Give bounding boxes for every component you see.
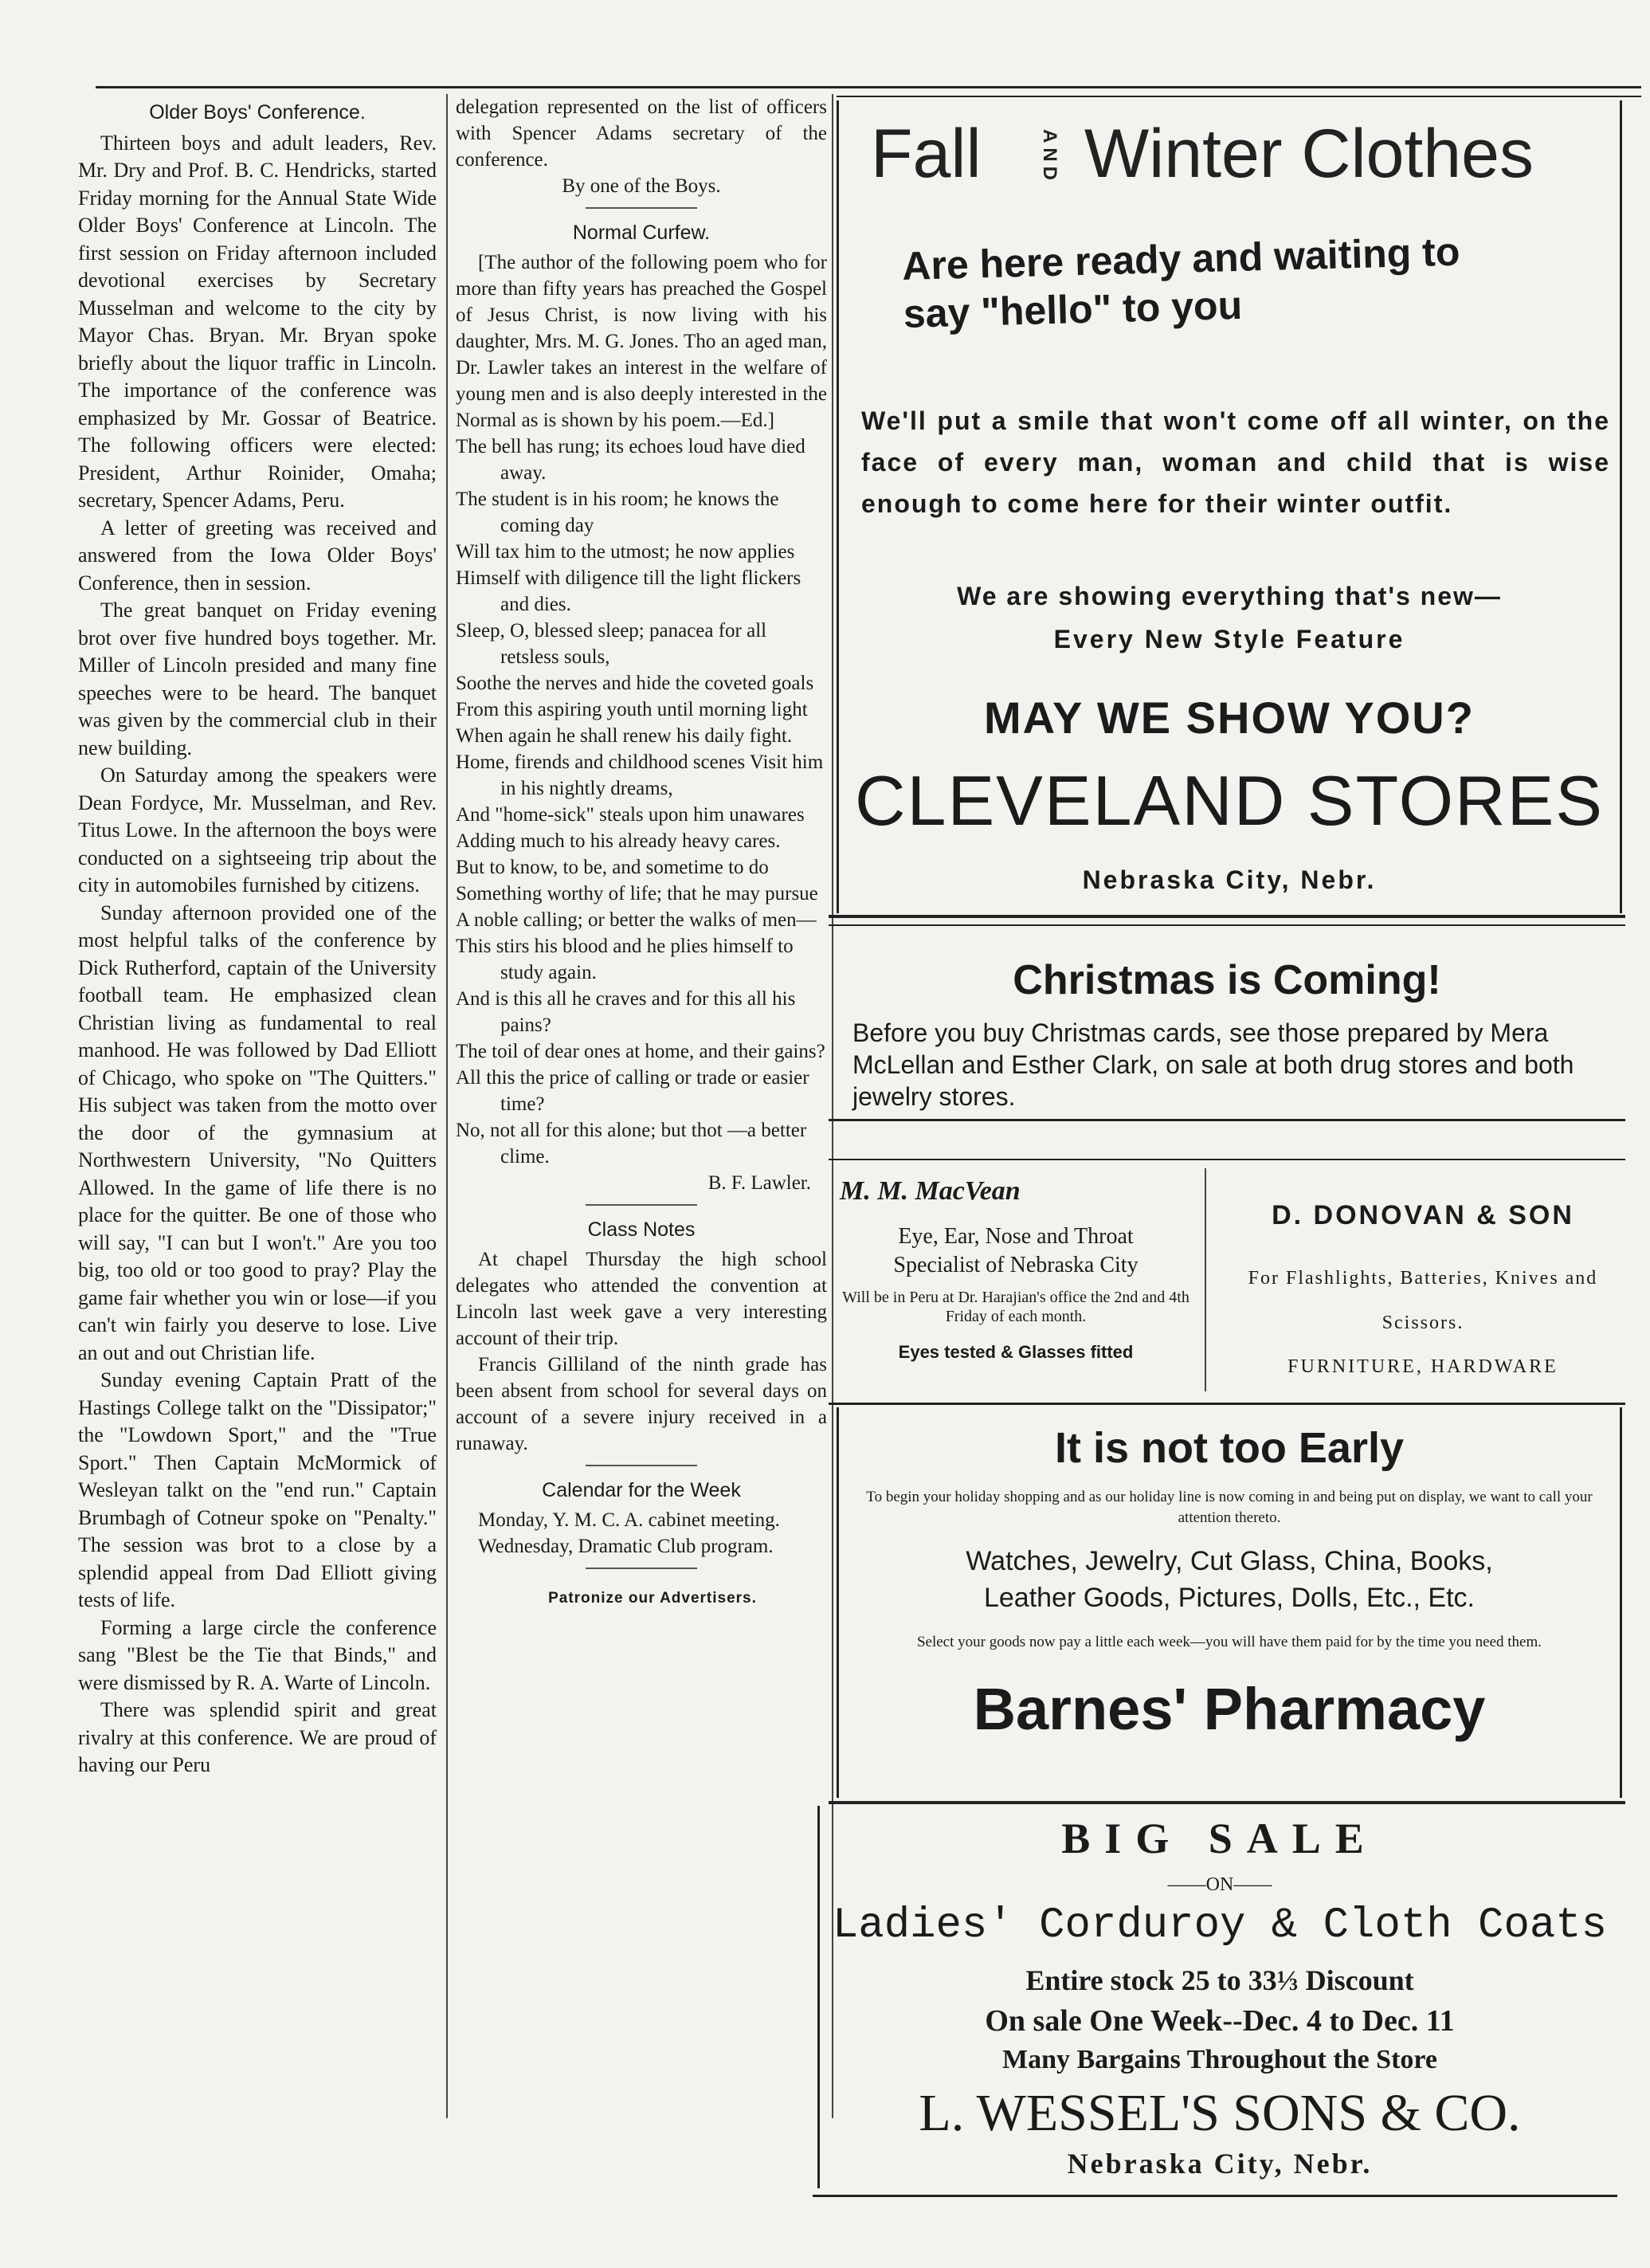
poem-line: All this the price of calling or trade or easier time? bbox=[456, 1067, 809, 1115]
ad-rule bbox=[829, 1801, 1625, 1804]
title-winter-clothes: Winter Clothes bbox=[1084, 116, 1534, 192]
poem-line: Himself with diligence till the light flickers and dies. bbox=[456, 567, 801, 615]
macvean-name: M. M. MacVean bbox=[840, 1176, 1021, 1206]
poem-line: No, not all for this alone; but thot —a better clime. bbox=[456, 1120, 807, 1167]
article-continuation: delegation represented on the list of officers with Spencer Adams secretary of the conference. bbox=[456, 96, 827, 171]
class-note: At chapel Thursday the high school delegates who attended the convention at Lincoln last week gave a very interesting account of their trip. bbox=[456, 1249, 827, 1349]
barnes-pharmacy-ad bbox=[837, 1407, 1622, 1798]
donovan-ad bbox=[1208, 1168, 1638, 1399]
barnes-pharmacy-name: Barnes' Pharmacy bbox=[973, 1676, 1486, 1742]
short-divider bbox=[586, 207, 697, 209]
ad-rule bbox=[829, 1119, 1625, 1121]
class-notes-heading: Class Notes bbox=[587, 1218, 696, 1241]
donovan-furniture: FURNITURE, HARDWARE bbox=[1287, 1356, 1558, 1377]
article-paragraph: Thirteen boys and adult leaders, Rev. Mr. Dry and Prof. B. C. Hendricks, started Friday morning for the Annual State Wide Older Boys' Conference at Lincoln. The first session on Friday afternoon included devotional exercises by Secretary Musselman and welcome to the city by Mayor Chas. Bryan. Mr. Bryan spoke briefly about the liquor traffic in Lincoln. The importance of the conference was emphasized by Mr. Gossar of Beatrice. The following officers were elected: President, Arthur Roinider, Omaha; secretary, Spencer Adams, Peru. bbox=[78, 131, 437, 512]
short-divider bbox=[586, 1204, 697, 1206]
ad-rule bbox=[813, 2195, 1617, 2197]
poem-line: Sleep, O, blessed sleep; panacea for all retsless souls, bbox=[456, 620, 767, 668]
poem-line: Something worthy of life; that he may pursue bbox=[456, 883, 818, 904]
column-1 bbox=[78, 94, 437, 1779]
smile-body: We'll put a smile that won't come off all winter, on the face of every man, woman and child that is wise enough to come here for their winter outfit. bbox=[861, 406, 1610, 518]
sale-dates: On sale One Week--Dec. 4 to Dec. 11 bbox=[985, 2004, 1455, 2038]
christmas-cards-ad bbox=[837, 948, 1617, 1124]
column-divider bbox=[446, 94, 448, 2118]
calendar-item: Monday, Y. M. C. A. cabinet meeting. bbox=[478, 1509, 780, 1531]
wessel-sale-ad bbox=[817, 1806, 1620, 2188]
ready-tagline: Are here ready and waiting to say "hello" to you bbox=[901, 229, 1461, 336]
top-rule bbox=[96, 86, 1641, 88]
article-paragraph: There was splendid spirit and great rivalry at this conference. We are proud of having our Peru bbox=[78, 1698, 437, 1776]
coats-line: Ladies' Corduroy & Cloth Coats bbox=[832, 1901, 1608, 1950]
poem-author: B. F. Lawler. bbox=[707, 1172, 811, 1194]
short-divider bbox=[586, 1568, 697, 1569]
macvean-ad bbox=[829, 1168, 1203, 1399]
christmas-title: Christmas is Coming! bbox=[1013, 957, 1441, 1003]
article-heading-older-boys: Older Boys' Conference. bbox=[149, 101, 366, 124]
christmas-body: Before you buy Christmas cards, see those prepared by Mera McLellan and Esther Clark, on sale at both drug stores and both jewelry stores. bbox=[852, 1018, 1574, 1111]
poem-heading: Normal Curfew. bbox=[572, 222, 711, 244]
article-byline: By one of the Boys. bbox=[562, 175, 721, 197]
cleveland-stores-ad bbox=[837, 100, 1622, 913]
wessel-store-name: L. WESSEL'S SONS & CO. bbox=[919, 2084, 1521, 2142]
top-rule-right bbox=[837, 96, 1641, 97]
poem-line: When again he shall renew his daily fight. bbox=[456, 725, 793, 747]
macvean-visit: Will be in Peru at Dr. Harajian's office the 2nd and 4th Friday of each month. bbox=[842, 1289, 1189, 1325]
poem-intro: [The author of the following poem who for more than fifty years has preached the Gospel of Jesus Christ, is now living with his daughter, Mrs. M. G. Jones. Tho an aged man, Dr. Lawler takes an interest in the welfare of young men and is also deeply interested in the Normal as is shown by his poem.—Ed.] bbox=[456, 252, 827, 431]
big-sale-title: BIG SALE bbox=[1061, 1815, 1378, 1862]
donovan-name: D. DONOVAN & SON bbox=[1272, 1200, 1574, 1230]
fall-winter-title bbox=[871, 115, 1612, 210]
title-and: AND bbox=[1039, 129, 1060, 185]
on-divider-text: ——ON—— bbox=[1167, 1874, 1272, 1895]
wessel-location: Nebraska City, Nebr. bbox=[1067, 2148, 1373, 2180]
cleveland-stores-name: CLEVELAND STORES bbox=[854, 761, 1604, 840]
class-note: Francis Gilliland of the ninth grade has been absent from school for several days on account of a severe injury received in a runaway. bbox=[456, 1354, 827, 1454]
poem-line: Home, firends and childhood scenes Visit him in his nightly dreams, bbox=[456, 751, 824, 799]
cleveland-location: Nebraska City, Nebr. bbox=[1082, 865, 1377, 894]
poem-line: And is this all he craves and for this all his pains? bbox=[456, 988, 796, 1036]
new-style-line: Every New Style Feature bbox=[1053, 625, 1405, 653]
calendar-heading: Calendar for the Week bbox=[542, 1479, 741, 1501]
barnes-select: Select your goods now pay a little each week—you will have them paid for by the time you need them. bbox=[916, 1634, 1542, 1650]
barnes-goods: Watches, Jewelry, Cut Glass, China, Books, Leather Goods, Pictures, Dolls, Etc., Etc. bbox=[966, 1546, 1493, 1613]
poem-line: Adding much to his already heavy cares. bbox=[456, 830, 781, 852]
macvean-eyes: Eyes tested & Glasses fitted bbox=[898, 1342, 1134, 1362]
barnes-intro: To begin your holiday shopping and as our holiday line is now coming in and being put on display, we want to call your attention thereto. bbox=[866, 1489, 1593, 1526]
macvean-city: Specialist of Nebraska City bbox=[893, 1253, 1139, 1277]
poem-line: But to know, to be, and sometime to do bbox=[456, 857, 769, 878]
article-paragraph: The great banquet on Friday evening brot over five hundred boys together. Mr. Miller of Lincoln presided and many fine speeches were to be heard. The banquet was given by the commercial club in their new building. bbox=[78, 598, 437, 759]
poem-line: This stirs his blood and he plies himself to study again. bbox=[456, 936, 794, 983]
patronize-note: Patronize our Advertisers. bbox=[548, 1590, 757, 1607]
donovan-products: For Flashlights, Batteries, Knives and Scissors. bbox=[1248, 1268, 1598, 1333]
poem-line: From this aspiring youth until morning light bbox=[456, 699, 808, 720]
short-divider bbox=[586, 1465, 697, 1466]
macvean-specialty: Eye, Ear, Nose and Throat bbox=[898, 1224, 1134, 1249]
article-paragraph: Sunday afternoon provided one of the most helpful talks of the conference by Dick Rutherford, captain of the University football team. He emphasized clean Christian living as fundamental to real manhood. He was followed by Dad Elliott of Chicago, who spoke on "The Quitters." His subject was taken from the motto over the door of the gymnasium at Northwestern University, "No Quitters Allowed. In the game of life there is no place for the quitter. Be one of those who will say, "I can but I won't." Are you too big, too old or too good to pray? Play the game fair whether you win or lose—if you can't win fairly you deserve to lose. Live an out and out Christian life. bbox=[78, 901, 437, 1364]
calendar-item: Wednesday, Dramatic Club program. bbox=[478, 1536, 774, 1557]
may-we-show-you: MAY WE SHOW YOU? bbox=[984, 693, 1475, 743]
poem-line: Will tax him to the utmost; he now applies bbox=[456, 541, 795, 563]
poem-line: The bell has rung; its echoes loud have died away. bbox=[456, 436, 805, 484]
article-paragraph: On Saturday among the speakers were Dean Fordyce, Mr. Musselman, and Rev. Titus Lowe. In the afternoon the boys were conducted on a sightseeing trip about the city in automobiles furnished by citizens. bbox=[78, 763, 437, 897]
poem-line: Soothe the nerves and hide the coveted goals bbox=[456, 673, 814, 694]
poem-line: And "home-sick" steals upon him unawares bbox=[456, 804, 805, 826]
poem-line: A noble calling; or better the walks of men— bbox=[456, 909, 817, 931]
not-too-early-title: It is not too Early bbox=[1054, 1424, 1405, 1472]
poem-line: The student is in his room; he knows the coming day bbox=[456, 489, 779, 536]
title-fall: Fall bbox=[871, 116, 982, 192]
discount-line: Entire stock 25 to 33⅓ Discount bbox=[1025, 1964, 1414, 1996]
poem-line: The toil of dear ones at home, and their gains? bbox=[456, 1041, 825, 1062]
article-paragraph: A letter of greeting was received and answered from the Iowa Older Boys' Conference, then in session. bbox=[78, 516, 437, 594]
ad-rule bbox=[829, 1403, 1625, 1405]
ad-rule bbox=[829, 924, 1625, 926]
article-paragraph: Forming a large circle the conference sang "Blest be the Tie that Binds," and were dismissed by R. A. Warte of Lincoln. bbox=[78, 1615, 437, 1694]
bargains-line: Many Bargains Throughout the Store bbox=[1002, 2045, 1437, 2074]
ad-rule bbox=[829, 1159, 1625, 1160]
ad-rule bbox=[829, 915, 1625, 918]
showing-line: We are showing everything that's new— bbox=[957, 582, 1502, 610]
article-paragraph: Sunday evening Captain Pratt of the Hastings College talkt on the "Dissipator;" the "Lowdown Sport," and the "True Sport." Then Captain McMormick of Wesleyan talkt on the "end run." Captain Brumbagh of Cotneur spoke on "Penalty." The session was brot to a close by a splendid appeal from Dad Elliott giving tests of life. bbox=[78, 1368, 437, 1611]
ad-divider bbox=[1205, 1168, 1206, 1391]
column-2 bbox=[456, 94, 827, 1611]
